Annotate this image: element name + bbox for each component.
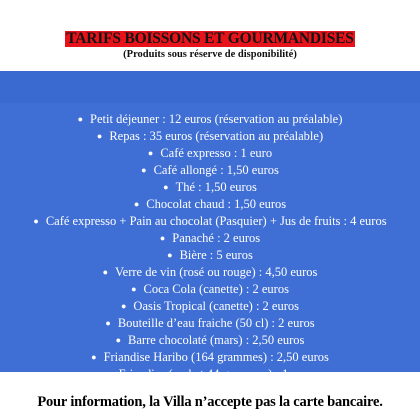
price-list-item [0,349,420,366]
price-list-item [0,332,420,349]
bullet-icon: ● [106,369,112,379]
item-text: Bouteille d’eau fraiche (50 cl) : 2 euros [117,316,315,330]
payment-notice: Pour information, la Villa n’accepte pas la carte bancaire. [37,394,383,410]
item-text: Barre chocolaté (mars) : 2,50 euros [128,333,305,347]
item-text: Petit déjeuner : 12 euros (réservation au préalable) [90,112,343,126]
item-text: Thé : 1,50 euros [175,180,257,194]
item-text: Café expresso : 1 euro [160,146,273,160]
price-list-panel [0,71,420,381]
price-list-item [0,281,420,298]
price-list-item [0,247,420,264]
price-list-item [0,179,420,196]
price-list-item [0,230,420,247]
bullet-icon: ● [147,148,154,158]
price-list-item [0,264,420,281]
price-list-item [0,111,420,128]
bullet-icon: ● [141,165,147,175]
bullet-icon: ● [33,216,39,226]
bullet-icon: ● [91,352,97,362]
bullet-icon: ● [167,250,173,260]
item-text: Verre de vin (rosé ou rouge) : 4,50 euros [115,265,318,279]
item-text: Bière : 5 euros [179,248,253,262]
bullet-icon: ● [159,233,166,243]
item-text: Café expresso + Pain au chocolat (Pasquier) + Jus de fruits : 4 euros [45,214,387,228]
bullet-icon: ● [102,267,109,277]
bullet-icon: ● [105,318,111,328]
bullet-icon: ● [96,131,103,141]
price-list-item [0,145,420,162]
price-list-item [0,128,420,145]
price-list-item [0,162,420,179]
price-list [0,111,420,383]
item-text: Friandise Haribo (164 grammes) : 2,50 euros [103,350,329,364]
item-text: Oasis Tropical (canette) : 2 euros [133,299,300,313]
bullet-icon: ● [120,301,127,311]
item-text: Chocolat chaud : 1,50 euros [146,197,287,211]
bullet-icon: ● [163,182,169,192]
bullet-icon: ● [115,335,122,345]
title-row [0,30,420,48]
item-text: Coca Cola (canette) : 2 euros [143,282,289,296]
bullet-icon: ● [131,284,137,294]
page-subtitle: (Produits sous réserve de disponibilité) [123,49,297,60]
item-text: Panaché : 2 euros [172,231,261,245]
price-list-item [0,213,420,230]
panel-header-band [0,71,420,103]
item-text: Café allongé : 1,50 euros [153,163,279,177]
bullet-icon: ● [77,114,84,124]
price-list-item [0,366,420,383]
item-text: Friandise (sachet 44 grammes) : 1 euro [118,367,314,381]
price-list-item [0,315,420,332]
page-title: TARIFS BOISSONS ET GOURMANDISES [66,30,354,47]
item-text: Repas : 35 euros (réservation au préalable) [109,129,324,143]
price-list-item [0,196,420,213]
bullet-icon: ● [133,199,140,209]
price-list-item [0,298,420,315]
